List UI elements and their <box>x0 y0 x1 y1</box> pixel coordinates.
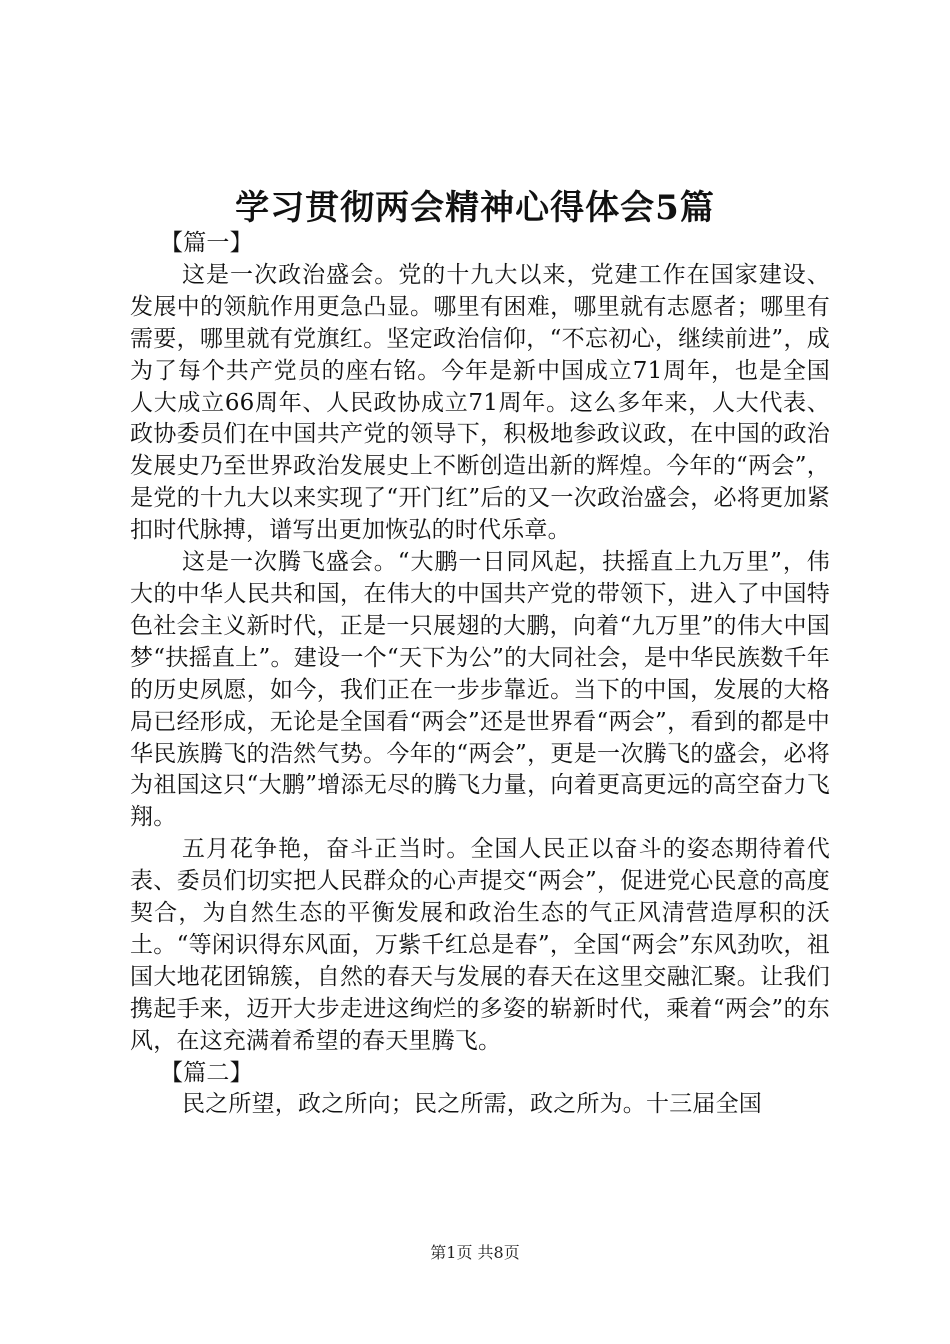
paragraph-3: 五月花争艳，奋斗正当时。全国人民正以奋斗的姿态期待着代表、委员们切实把人民群众的心声提交“两会”，促进党心民意的高度契合，为自然生态的平衡发展和政治生态的气正风清营造厚积的沃土。“等闲识得东风面，万紫千红总是春”，全国“两会”东风劲吹，祖国大地花团锦簇，自然的春天与发展的春天在这里交融汇聚。让我们携起手来，迈开大步走进这绚烂的多姿的崭新时代，乘着“两会”的东风，在这充满着希望的春天里腾飞。 <box>130 836 830 1054</box>
section-heading-1: 【篇一】 <box>160 230 253 256</box>
document-title: 学习贯彻两会精神心得体会5篇 <box>235 188 715 228</box>
paragraph-4: 民之所望，政之所向；民之所需，政之所为。十三届全国 <box>182 1091 762 1118</box>
page-number-footer: 第1页 共8页 <box>430 1243 520 1262</box>
section-heading-2: 【篇二】 <box>160 1059 253 1086</box>
paragraph-1: 这是一次政治盛会。党的十九大以来，党建工作在国家建设、发展中的领航作用更急凸显。哪里有困难，哪里就有志愿者；哪里有需要，哪里就有党旗红。坚定政治信仰，“不忘初心，继续前进”，成为了每个共产党员的座右铭。今年是新中国成立71周年，也是全国人大成立66周年、人民政协成立71周年。这么多年来，人大代表、政协委员们在中国共产党的领导下，积极地参政议政，在中国的政治发展史乃至世界政治发展史上不断创造出新的辉煌。今年的“两会”，是党的十九大以来实现了“开门红”后的又一次政治盛会，必将更加紧扣时代脉搏，谱写出更加恢弘的时代乐章。 <box>130 261 830 544</box>
document-body <box>130 228 830 1121</box>
paragraph-2: 这是一次腾飞盛会。“大鹏一日同风起，扶摇直上九万里”，伟大的中华人民共和国，在伟大的中国共产党的带领下，进入了中国特色社会主义新时代，正是一只展翅的大鹏，向着“九万里”的伟大中国梦“扶摇直上”。建设一个“天下为公”的大同社会，是中华民族数千年的历史夙愿，如今，我们正在一步步靠近。当下的中国，发展的大格局已经形成，无论是全国看“两会”还是世界看“两会”，看到的都是中华民族腾飞的浩然气势。今年的“两会”，更是一次腾飞的盛会，必将为祖国这只“大鹏”增添无尽的腾飞力量，向着更高更远的高空奋力飞翔。 <box>130 549 830 831</box>
